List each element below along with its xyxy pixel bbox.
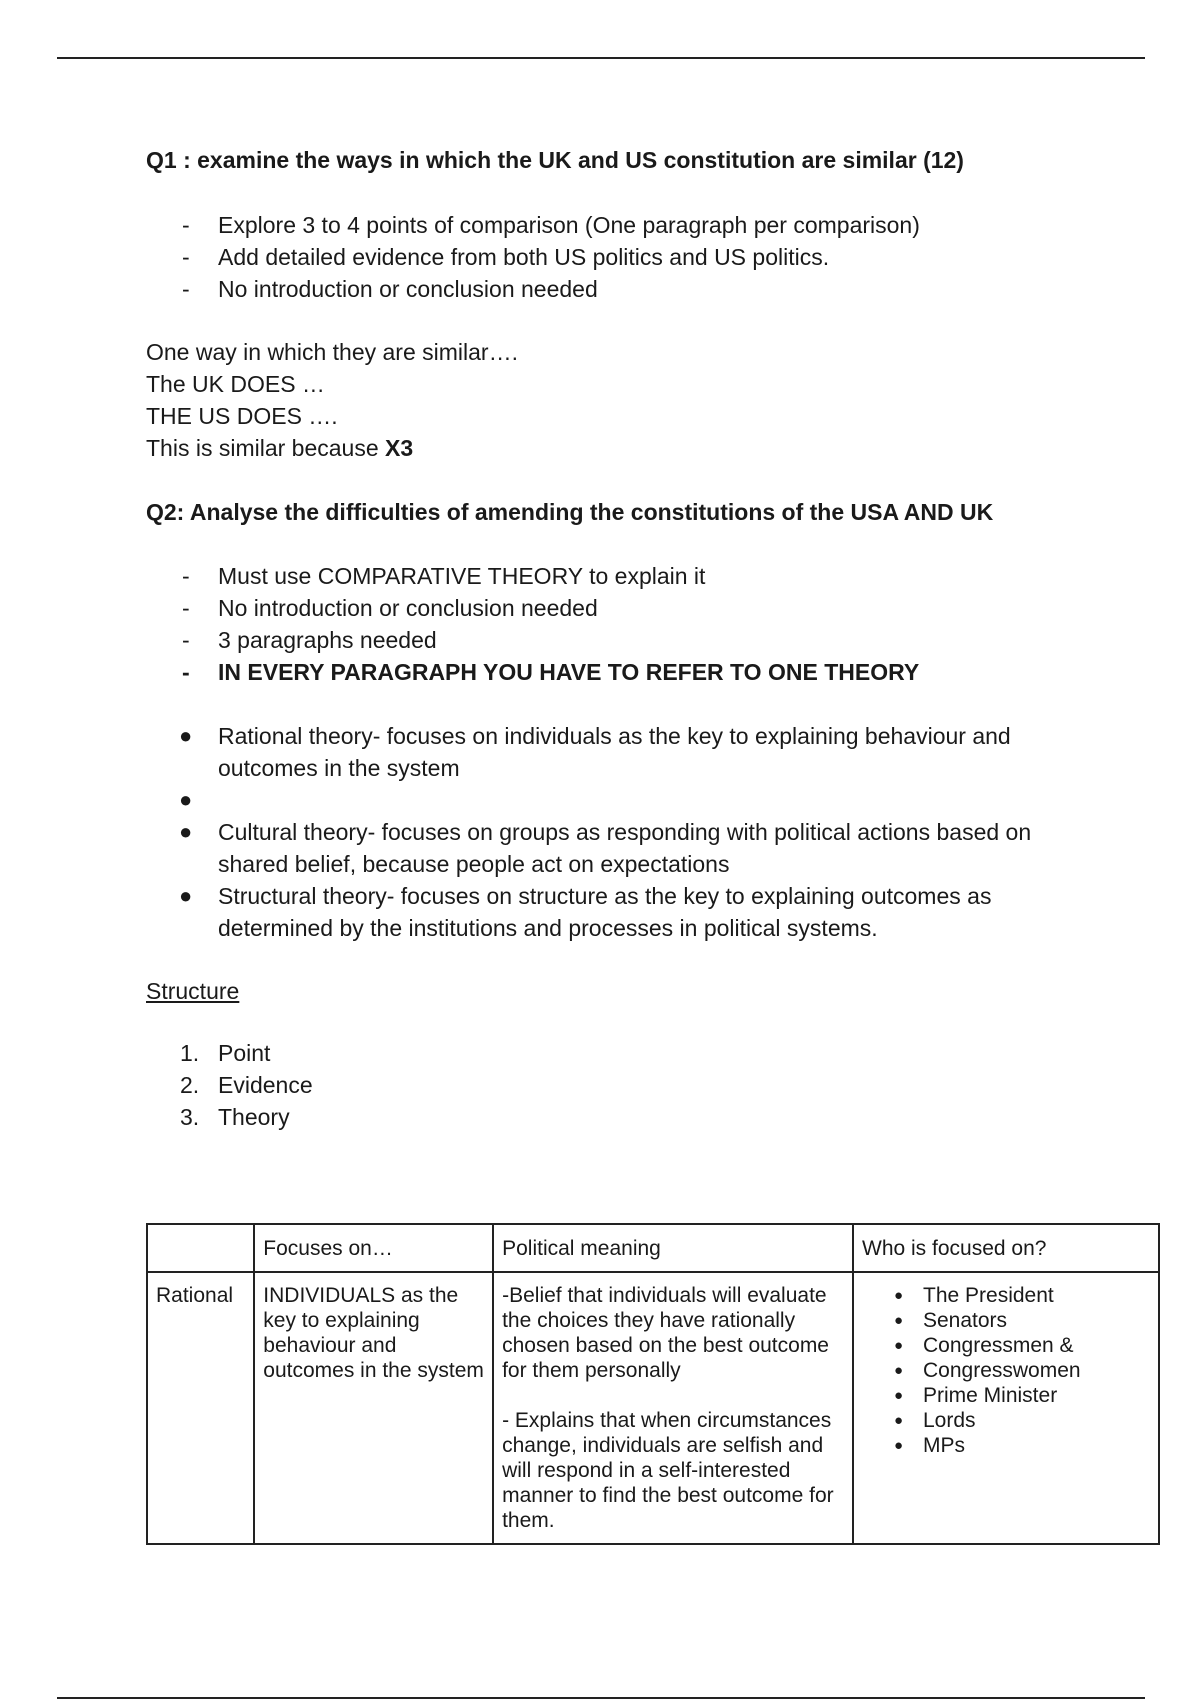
- table-header-cell: Political meaning: [493, 1224, 853, 1272]
- table-header-cell: [147, 1224, 254, 1272]
- list-item: 2. Evidence: [180, 1072, 313, 1098]
- list-item: - Explore 3 to 4 points of comparison (One paragraph per comparison): [182, 212, 920, 238]
- list-item: - 3 paragraphs needed: [182, 627, 437, 653]
- list-item: ● Lords: [894, 1408, 1150, 1433]
- table-header-row: [147, 1224, 1159, 1272]
- list-item: 1. Point: [180, 1040, 271, 1066]
- list-item: - Must use COMPARATIVE THEORY to explain it: [182, 563, 706, 589]
- list-item: ●: [179, 787, 193, 812]
- theory-table: [146, 1223, 1160, 1545]
- list-item: ● Rational theory- focuses on individuals as the key to explaining behaviour and outcomes in the system: [179, 723, 1011, 781]
- table-header-cell: Focuses on…: [254, 1224, 493, 1272]
- list-item: - No introduction or conclusion needed: [182, 595, 598, 621]
- table-row: [147, 1272, 1159, 1544]
- list-item: ● Prime Minister: [894, 1383, 1150, 1408]
- theory-list: [146, 720, 1076, 944]
- list-item: ● Structural theory- focuses on structure as the key to explaining outcomes as determined by the institutions and processes in political systems.: [179, 883, 992, 941]
- q1-heading: Q1 : examine the ways in which the UK and US constitution are similar (12): [146, 147, 964, 173]
- structure-title: Structure: [146, 978, 240, 1004]
- top-rule: [57, 57, 1145, 59]
- q2-heading: Q2: Analyse the difficulties of amending the constitutions of the USA AND UK: [146, 499, 994, 525]
- list-item: ● Cultural theory- focuses on groups as responding with political actions based on shared belief, because people act on expectations: [179, 819, 1032, 877]
- structure-steps: [146, 1037, 313, 1133]
- list-item: ● Senators: [894, 1308, 1150, 1333]
- q1-template-line: The UK DOES …: [146, 371, 325, 397]
- table-cell-focus: INDIVIDUALS as the key to explaining behaviour and outcomes in the system: [254, 1272, 493, 1544]
- list-item: ● MPs: [894, 1433, 1150, 1458]
- who-list: [862, 1283, 1150, 1458]
- q1-template-line: THE US DOES ….: [146, 403, 338, 429]
- table-cell-meaning: -Belief that individuals will evaluate the choices they have rationally chosen based on the best outcome for them personally - Explains that when circumstances change, individuals are selfish and will respond in a self-interested manner to find the best outcome for them.: [493, 1272, 853, 1544]
- list-item: ● Congressmen &: [894, 1333, 1150, 1358]
- table-header-cell: Who is focused on?: [853, 1224, 1159, 1272]
- bottom-rule: [57, 1697, 1145, 1699]
- q1-template-line: This is similar because X3: [146, 435, 414, 461]
- q2-instructions: [146, 560, 919, 688]
- q1-instructions: [146, 209, 920, 305]
- table-cell-theory-name: Rational: [147, 1272, 254, 1544]
- list-item: - Add detailed evidence from both US politics and US politics.: [182, 244, 830, 270]
- list-item: - IN EVERY PARAGRAPH YOU HAVE TO REFER TO ONE THEORY: [182, 659, 920, 685]
- list-item: ● Congresswomen: [894, 1358, 1150, 1383]
- list-item: ● The President: [894, 1283, 1150, 1308]
- table-cell-who: [853, 1272, 1159, 1544]
- q1-template-line: One way in which they are similar….: [146, 339, 518, 365]
- list-item: - No introduction or conclusion needed: [182, 276, 598, 302]
- list-item: 3. Theory: [180, 1104, 290, 1130]
